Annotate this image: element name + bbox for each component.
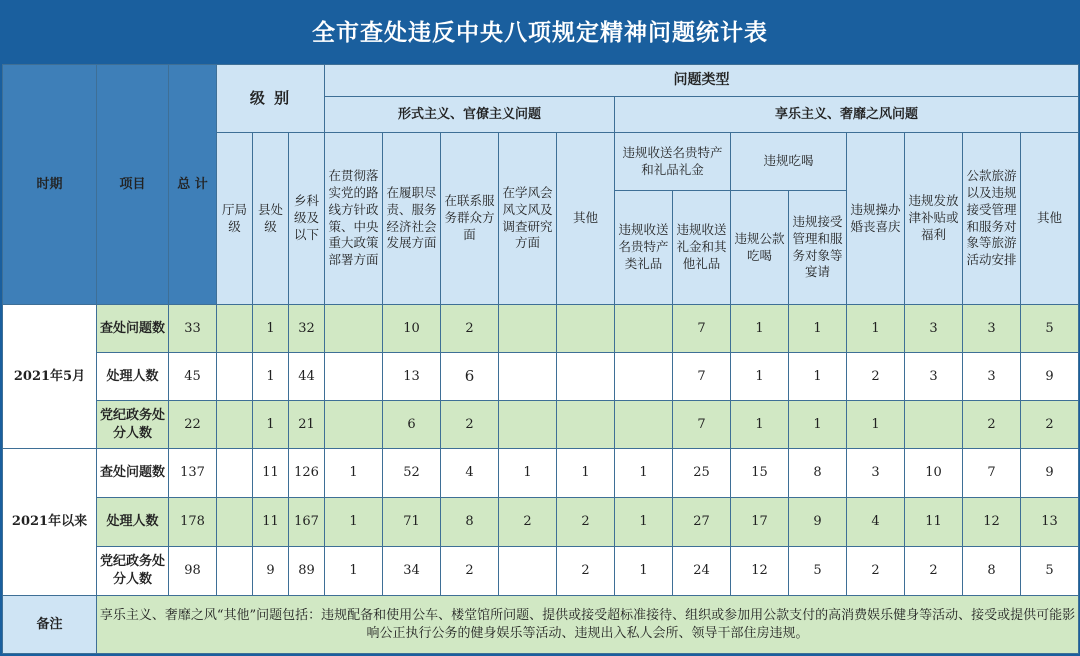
header-period: 时期 xyxy=(3,65,97,305)
cell: 2 xyxy=(905,547,963,596)
note-row xyxy=(3,596,1079,654)
cell: 4 xyxy=(441,449,499,498)
cell: 71 xyxy=(383,498,441,547)
header-level-township: 乡科级及以下 xyxy=(289,133,325,305)
cell: 2 xyxy=(963,401,1021,449)
header-formalism-other: 其他 xyxy=(557,133,615,305)
cell xyxy=(615,353,673,401)
period-label: 2021年5月 xyxy=(3,305,97,449)
cell: 7 xyxy=(673,353,731,401)
cell: 1 xyxy=(325,547,383,596)
cell: 25 xyxy=(673,449,731,498)
cell: 5 xyxy=(1021,305,1079,353)
cell: 24 xyxy=(673,547,731,596)
cell: 2 xyxy=(557,498,615,547)
table-row xyxy=(3,305,1079,353)
cell: 27 xyxy=(673,498,731,547)
cell: 1 xyxy=(253,353,289,401)
cell: 10 xyxy=(383,305,441,353)
header-level-county: 县处级 xyxy=(253,133,289,305)
cell: 1 xyxy=(253,401,289,449)
cell: 178 xyxy=(169,498,217,547)
header-total: 总 计 xyxy=(169,65,217,305)
cell: 126 xyxy=(289,449,325,498)
cell: 9 xyxy=(789,498,847,547)
header-allowances: 违规发放津补贴或福利 xyxy=(905,133,963,305)
cell: 3 xyxy=(963,305,1021,353)
header-dining-group: 违规吃喝 xyxy=(731,133,847,191)
note-label: 备注 xyxy=(3,596,97,654)
header-formalism-duty: 在履职尽责、服务经济社会发展方面 xyxy=(383,133,441,305)
cell: 7 xyxy=(673,401,731,449)
table-row xyxy=(3,498,1079,547)
header-public-travel: 公款旅游以及违规接受管理和服务对象等旅游活动安排 xyxy=(963,133,1021,305)
cell: 44 xyxy=(289,353,325,401)
header-row-1 xyxy=(3,65,1079,97)
cell: 33 xyxy=(169,305,217,353)
cell: 11 xyxy=(253,498,289,547)
cell: 1 xyxy=(847,401,905,449)
cell: 98 xyxy=(169,547,217,596)
cell xyxy=(217,547,253,596)
cell xyxy=(557,401,615,449)
period-label: 2021年以来 xyxy=(3,449,97,596)
note-text: 享乐主义、奢靡之风“其他”问题包括：违规配备和使用公车、楼堂馆所问题、提供或接受超标准接待、组织或参加用公款支付的高消费娱乐健身等活动、接受或提供可能影响公正执行公务的健身娱乐等活动、违规出入私人会所、领导干部住房违规。 xyxy=(97,596,1079,654)
cell xyxy=(217,449,253,498)
cell: 11 xyxy=(905,498,963,547)
header-problem-type: 问题类型 xyxy=(325,65,1079,97)
statistics-table xyxy=(2,64,1079,654)
cell: 6 xyxy=(441,353,499,401)
cell: 7 xyxy=(673,305,731,353)
cell: 2 xyxy=(1021,401,1079,449)
table-row xyxy=(3,401,1079,449)
cell xyxy=(615,305,673,353)
row-item-label: 查处问题数 xyxy=(97,449,169,498)
cell: 13 xyxy=(1021,498,1079,547)
cell xyxy=(217,498,253,547)
cell: 3 xyxy=(847,449,905,498)
cell: 9 xyxy=(1021,353,1079,401)
cell: 11 xyxy=(253,449,289,498)
cell: 1 xyxy=(731,353,789,401)
cell xyxy=(499,353,557,401)
cell: 8 xyxy=(789,449,847,498)
row-item-label: 党纪政务处分人数 xyxy=(97,401,169,449)
header-weddings-funerals: 违规操办婚丧喜庆 xyxy=(847,133,905,305)
header-gift-specialty: 违规收送名贵特产类礼品 xyxy=(615,191,673,305)
row-item-label: 处理人数 xyxy=(97,353,169,401)
cell xyxy=(905,401,963,449)
cell: 2 xyxy=(441,547,499,596)
cell: 1 xyxy=(789,353,847,401)
row-item-label: 查处问题数 xyxy=(97,305,169,353)
cell xyxy=(217,305,253,353)
cell: 4 xyxy=(847,498,905,547)
table-row xyxy=(3,353,1079,401)
cell: 34 xyxy=(383,547,441,596)
row-item-label: 党纪政务处分人数 xyxy=(97,547,169,596)
header-level-bureau: 厅局级 xyxy=(217,133,253,305)
header-gift-group: 违规收送名贵特产和礼品礼金 xyxy=(615,133,731,191)
cell: 1 xyxy=(615,449,673,498)
cell: 89 xyxy=(289,547,325,596)
header-dining-banquet: 违规接受管理和服务对象等宴请 xyxy=(789,191,847,305)
cell: 7 xyxy=(963,449,1021,498)
cell: 12 xyxy=(963,498,1021,547)
header-hedonism-other: 其他 xyxy=(1021,133,1079,305)
cell: 2 xyxy=(847,547,905,596)
cell: 1 xyxy=(325,498,383,547)
cell: 1 xyxy=(789,305,847,353)
cell xyxy=(217,401,253,449)
header-formalism-style: 在学风会风文风及调查研究方面 xyxy=(499,133,557,305)
cell xyxy=(499,547,557,596)
cell: 137 xyxy=(169,449,217,498)
cell xyxy=(557,305,615,353)
cell xyxy=(499,305,557,353)
cell: 2 xyxy=(441,305,499,353)
cell xyxy=(217,353,253,401)
cell: 1 xyxy=(731,305,789,353)
cell: 9 xyxy=(253,547,289,596)
cell: 3 xyxy=(963,353,1021,401)
cell: 9 xyxy=(1021,449,1079,498)
cell: 8 xyxy=(963,547,1021,596)
cell: 3 xyxy=(905,353,963,401)
cell: 2 xyxy=(441,401,499,449)
cell: 8 xyxy=(441,498,499,547)
header-formalism-masses: 在联系服务群众方面 xyxy=(441,133,499,305)
cell: 1 xyxy=(789,401,847,449)
cell: 1 xyxy=(731,401,789,449)
cell xyxy=(499,401,557,449)
cell: 1 xyxy=(557,449,615,498)
cell: 1 xyxy=(253,305,289,353)
cell: 32 xyxy=(289,305,325,353)
cell: 17 xyxy=(731,498,789,547)
cell: 1 xyxy=(325,449,383,498)
cell: 21 xyxy=(289,401,325,449)
cell: 13 xyxy=(383,353,441,401)
cell: 1 xyxy=(499,449,557,498)
cell: 22 xyxy=(169,401,217,449)
header-gift-money: 违规收送礼金和其他礼品 xyxy=(673,191,731,305)
table-row xyxy=(3,449,1079,498)
cell: 52 xyxy=(383,449,441,498)
header-hedonism-group: 享乐主义、奢靡之风问题 xyxy=(615,97,1079,133)
cell xyxy=(557,353,615,401)
header-dining-public: 违规公款吃喝 xyxy=(731,191,789,305)
header-formalism-policy: 在贯彻落实党的路线方针政策、中央重大政策部署方面 xyxy=(325,133,383,305)
cell: 10 xyxy=(905,449,963,498)
table-row xyxy=(3,547,1079,596)
row-item-label: 处理人数 xyxy=(97,498,169,547)
cell: 2 xyxy=(499,498,557,547)
cell: 12 xyxy=(731,547,789,596)
cell xyxy=(325,305,383,353)
page-title: 全市查处违反中央八项规定精神问题统计表 xyxy=(312,19,768,46)
cell xyxy=(615,401,673,449)
cell xyxy=(325,353,383,401)
header-item: 项目 xyxy=(97,65,169,305)
cell: 5 xyxy=(789,547,847,596)
cell: 3 xyxy=(905,305,963,353)
cell: 6 xyxy=(383,401,441,449)
cell: 15 xyxy=(731,449,789,498)
cell: 2 xyxy=(557,547,615,596)
cell: 167 xyxy=(289,498,325,547)
cell: 1 xyxy=(615,547,673,596)
cell xyxy=(325,401,383,449)
cell: 45 xyxy=(169,353,217,401)
header-formalism-group: 形式主义、官僚主义问题 xyxy=(325,97,615,133)
cell: 1 xyxy=(847,305,905,353)
cell: 1 xyxy=(615,498,673,547)
header-level: 级 别 xyxy=(217,65,325,133)
cell: 2 xyxy=(847,353,905,401)
cell: 5 xyxy=(1021,547,1079,596)
